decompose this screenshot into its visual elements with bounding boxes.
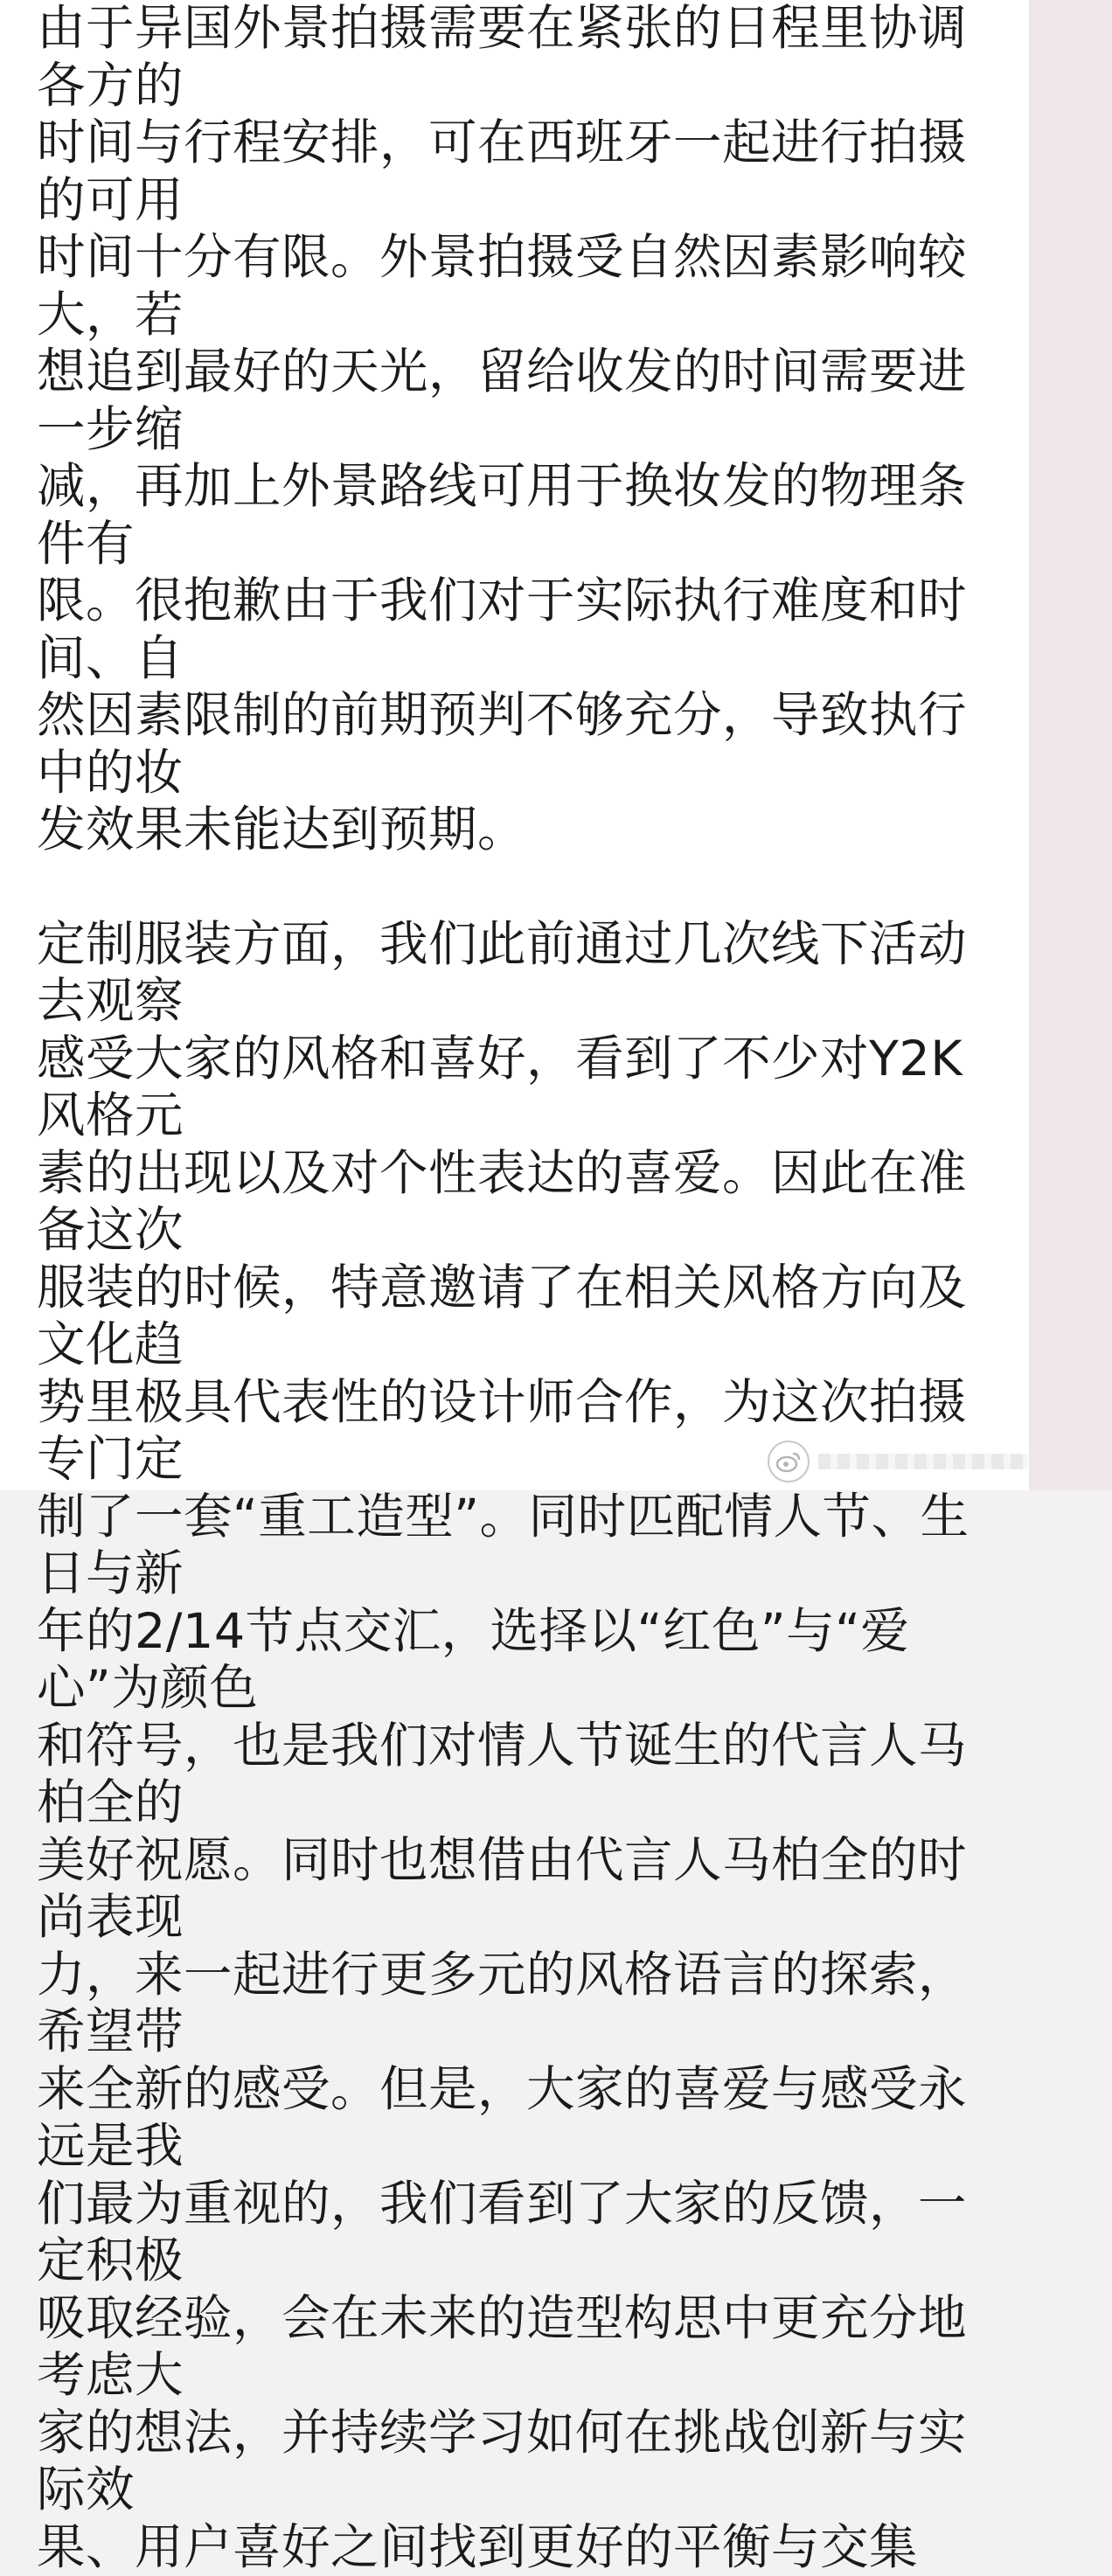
watermark-text-bar <box>818 1454 1028 1469</box>
article-body <box>37 0 1005 2576</box>
watermark <box>768 1440 1028 1483</box>
paragraph-costume: 定制服装方面，我们此前通过几次线下活动去观察 感受大家的风格和喜好，看到了不少对Y2K风格元 素的出现以及对个性表达的喜爱。因此在准备这次 服装的时候，特意邀请了在相关风格方向及文化趋 势里极具代表性的设计师合作，为这次拍摄专门定 制了一套“重工造型”。同时匹配情人节、生日与新 年的2/14节点交汇，选择以“红色”与“爱心”为颜色 和符号，也是我们对情人节诞生的代言人马柏全的 美好祝愿。同时也想借由代言人马柏全的时尚表现 力，来一起进行更多元的风格语言的探索，希望带 来全新的感受。但是，大家的喜爱与感受永远是我 们最为重视的，我们看到了大家的反馈，一定积极 吸取经验，会在未来的造型构思中更充分地考虑大 家的想法，并持续学习如何在挑战创新与实际效 果、用户喜好之间找到更好的平衡与交集 <box>37 916 1005 2576</box>
right-edge-strip <box>1029 0 1112 1490</box>
weibo-logo-icon <box>768 1441 810 1482</box>
paragraph-makeup: 由于异国外景拍摄需要在紧张的日程里协调各方的 时间与行程安排，可在西班牙一起进行拍摄的可用 时间十分有限。外景拍摄受自然因素影响较大，若 想追到最好的天光，留给收发的时间需要进一步缩 减，再加上外景路线可用于换妆发的物理条件有 限。很抱歉由于我们对于实际执行难度和时间、自 然因素限制的前期预判不够充分，导致执行中的妆 发效果未能达到预期。 <box>37 0 1005 859</box>
